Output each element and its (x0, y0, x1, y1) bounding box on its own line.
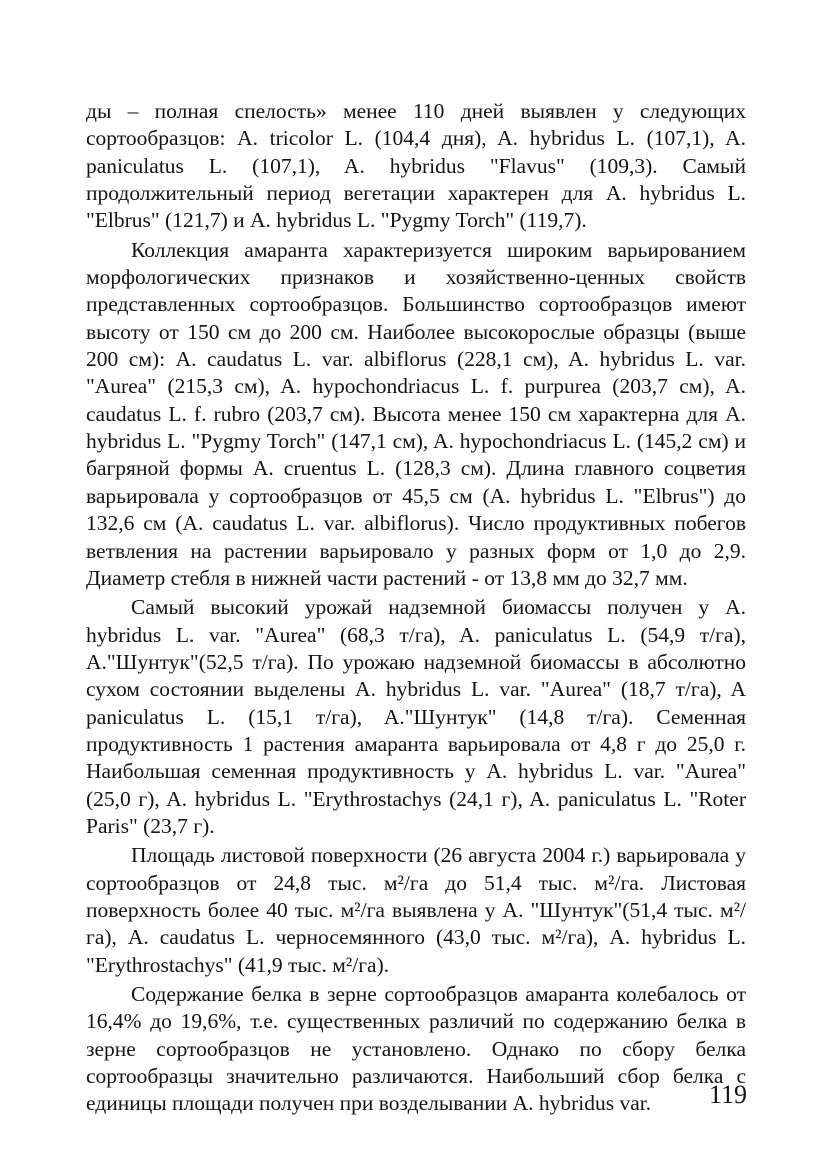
page-number: 119 (708, 1080, 747, 1109)
page-body (86, 98, 746, 1118)
paragraph-5: Содержание белка в зерне сортообразцов амаранта колебалось от 16,4% до 19,6%, т.е. существенных различий по содержанию белка в зерне сортообразцов не установлено. Однако по сбору белка сортообразцы значительно различаются. Наибольший сбор белка с единицы площади получен при возделывании A. hybridus var. (86, 982, 746, 1116)
paragraph-2: Коллекция амаранта характеризуется широким варьированием морфологических признаков и хозяйственно-ценных свойств представленных сортообразцов. Большинство сортообразцов имеют высоту от 150 см до 200 см. Наиболее высокорослые образцы (выше 200 см): A. caudatus L. var. albiflorus (228,1 см), A. hybridus L. var. "Aurea" (215,3 см), A. hypochondriacus L. f. purpurea (203,7 см), A. caudatus L. f. rubro (203,7 см). Высота менее 150 см характерна для A. hybridus L. "Pygmy Torch" (147,1 см), A. hypochondriacus L. (145,2 см) и багряной формы A. cruentus L. (128,3 см). Длина главного соцветия варьировала у сортообразцов от 45,5 см (A. hybridus L. "Elbrus") до 132,6 см (A. caudatus L. var. albiflorus). Число продуктивных побегов ветвления на растении варьировало у разных форм от 1,0 до 2,9. Диаметр стебля в нижней части растений - от 13,8 мм до 32,7 мм. (86, 237, 746, 590)
paragraph-4: Площадь листовой поверхности (26 августа 2004 г.) варьировала у сортообразцов от 24,8 тыс. м²/га до 51,4 тыс. м²/га. Листовая поверхность более 40 тыс. м²/га выявлена у A. "Шунтук"(51,4 тыс. м²/га), A. caudatus L. черносемянного (43,0 тыс. м²/га), A. hybridus L. "Erythrostachys" (41,9 тыс. м²/га). (86, 843, 746, 977)
paragraph-3: Самый высокий урожай надземной биомассы получен у A. hybridus L. var. "Aurea" (68,3 т/га), A. paniculatus L. (54,9 т/га), A."Шунтук"(52,5 т/га). По урожаю надземной биомассы в абсолютно сухом состоянии выделены A. hybridus L. var. "Aurea" (18,7 т/га), A paniculatus L. (15,1 т/га), A."Шунтук" (14,8 т/га). Семенная продуктивность 1 растения амаранта варьировала от 4,8 г до 25,0 г. Наибольшая семенная продуктивность у A. hybridus L. var. "Aurea" (25,0 г), A. hybridus L. "Erythrostachys (24,1 г), A. paniculatus L. "Roter Paris" (23,7 г). (86, 595, 746, 838)
paragraph-1: ды – полная спелость» менее 110 дней выявлен у следующих сортообразцов: A. tricolor L. (104,4 дня), A. hybridus L. (107,1), A. paniculatus L. (107,1), A. hybridus "Flavus" (109,3). Самый продолжительный период вегетации характерен для A. hybridus L. "Elbrus" (121,7) и A. hybridus L. "Pygmy Torch" (119,7). (86, 99, 746, 233)
